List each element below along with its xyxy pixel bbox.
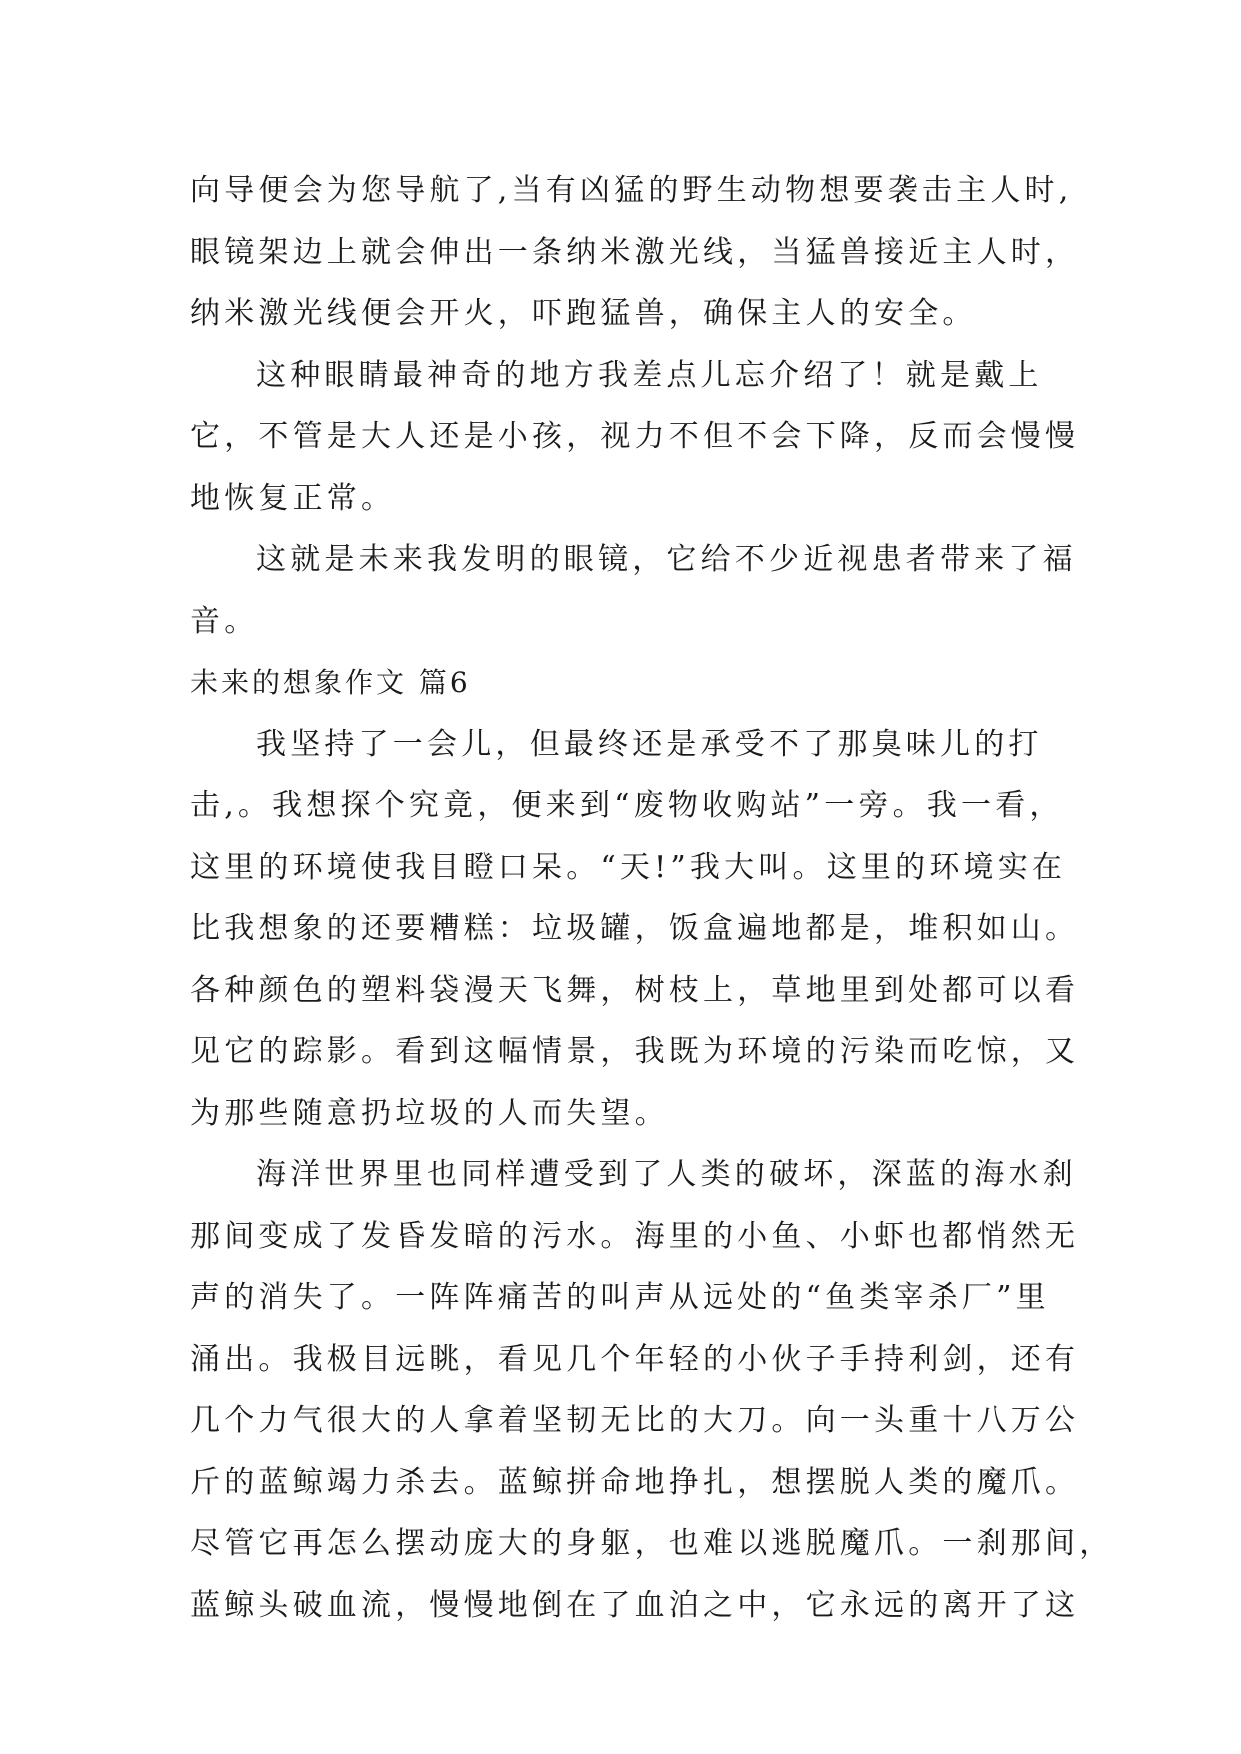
text-line: 蓝鲸头破血流，慢慢地倒在了血泊之中，它永远的离开了这	[190, 1587, 1080, 1623]
text-line: 我坚持了一会儿，但最终还是承受不了那臭味儿的打	[256, 726, 1043, 762]
text-line: 击,。我想探个究竟，便来到“废物收购站”一旁。我一看，	[190, 788, 1064, 823]
text-line: 它，不管是大人还是小孩，视力不但不会下降，反而会慢慢	[190, 419, 1080, 454]
text-line: 音。	[190, 603, 259, 639]
text-line: 各种颜色的塑料袋漫天飞舞，树枝上，草地里到处都可以看	[190, 972, 1080, 1008]
text-line: 向导便会为您导航了,当有凶猛的野生动物想要袭击主人时,	[190, 173, 1073, 208]
text-line: 尽管它再怎么摆动庞大的身躯，也难以逃脱魔爪。一刹那间，	[190, 1526, 1114, 1561]
text-line: 涌出。我极目远眺，看见几个年轻的小伙子手持利剑，还有	[190, 1341, 1080, 1377]
section-heading: 未来的想象作文 篇6	[190, 666, 471, 699]
text-line: 斤的蓝鲸竭力杀去。蓝鲸拼命地挣扎，想摆脱人类的魔爪。	[190, 1464, 1080, 1500]
document-body	[190, 160, 1114, 1636]
text-line: 为那些随意扔垃圾的人而失望。	[190, 1095, 669, 1131]
text-line: 地恢复正常。	[190, 480, 396, 516]
text-line: 几个力气很大的人拿着坚韧无比的大刀。向一头重十八万公	[190, 1403, 1080, 1438]
text-line: 这就是未来我发明的眼镜，它给不少近视患者带来了福	[256, 542, 1077, 577]
text-line: 这种眼睛最神奇的地方我差点儿忘介绍了！就是戴上	[256, 357, 1043, 393]
text-line: 见它的踪影。看到这幅情景，我既为环境的污染而吃惊，又	[190, 1034, 1080, 1069]
text-line: 眼镜架边上就会伸出一条纳米激光线，当猛兽接近主人时，	[190, 234, 1080, 270]
text-line: 比我想象的还要糟糕：垃圾罐，饭盒遍地都是，堆积如山。	[190, 911, 1080, 946]
text-line: 声的消失了。一阵阵痛苦的叫声从远处的“鱼类宰杀厂”里	[190, 1280, 1050, 1315]
text-line: 这里的环境使我目瞪口呆。“天!”我大叫。这里的环境实在	[190, 849, 1067, 885]
text-line: 纳米激光线便会开火，吓跑猛兽，确保主人的安全。	[190, 296, 977, 331]
text-line: 海洋世界里也同样遭受到了人类的破坏，深蓝的海水刹	[256, 1157, 1077, 1192]
text-line: 那间变成了发昏发暗的污水。海里的小鱼、小虾也都悄然无	[190, 1218, 1080, 1254]
